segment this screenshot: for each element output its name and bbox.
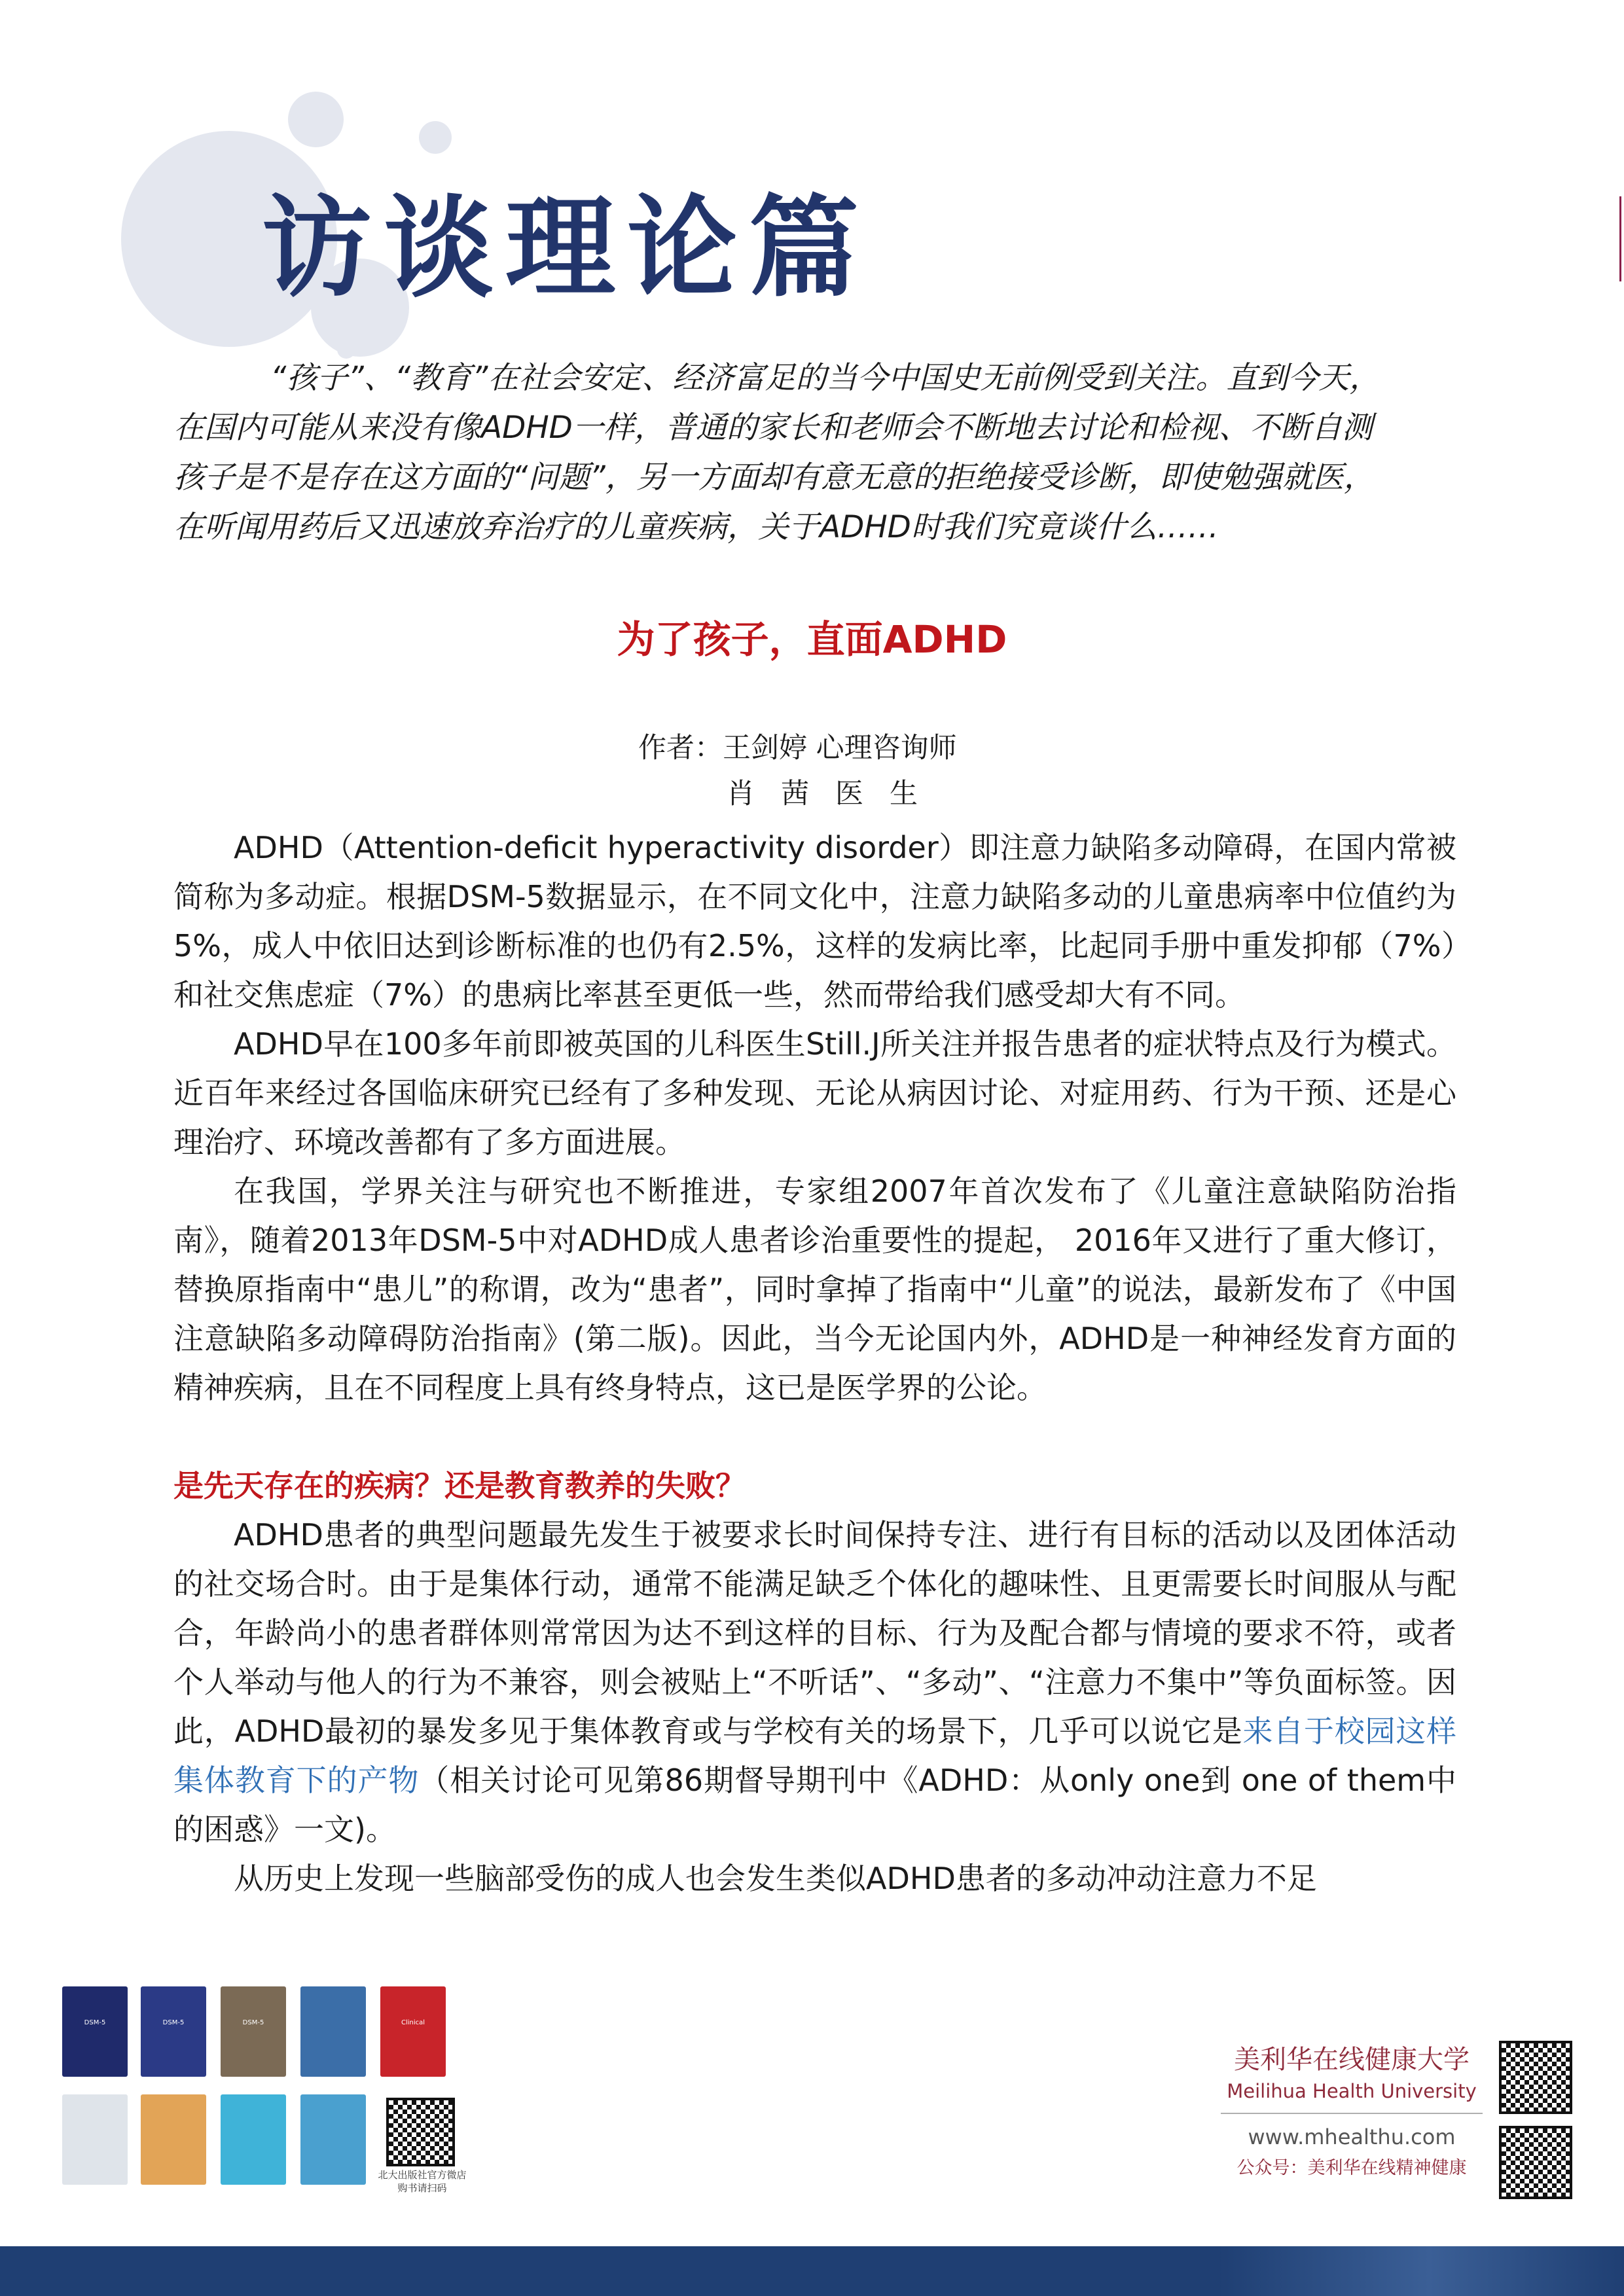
qr-caption-line: 购书请扫码 [397, 2182, 447, 2194]
qr-caption [363, 2168, 481, 2195]
paragraph-text: （相关讨论可见第86期督导期刊中《ADHD：从only one到 one of them中的困惑》一文)。 [173, 1763, 1456, 1847]
article-body [173, 823, 1456, 1903]
brand-wechat: 公众号：美利华在线精神健康 [1236, 2158, 1467, 2178]
book-cover[interactable] [221, 1986, 286, 2077]
body-paragraph: ADHD早在100多年前即被英国的儿科医生Still.J所关注并报告患者的症状特点及行为模式。近百年来经过各国临床研究已经有了多种发现、无论从病因讨论、对症用药、行为干预、还是心理治疗、环境改善都有了多方面进展。 [173, 1026, 1456, 1160]
author-block [638, 725, 979, 817]
book-cover[interactable] [221, 2094, 286, 2185]
book-label: DSM-5 [242, 2019, 264, 2026]
author-line: 作者：王剑婷 心理咨询师 [638, 732, 957, 764]
book-cover[interactable] [62, 2094, 128, 2185]
book-cover[interactable] [300, 2094, 366, 2185]
decor-circle-top [288, 92, 344, 147]
book-label: Clinical [401, 2019, 425, 2026]
body-paragraph: 从历史上发现一些脑部受伤的成人也会发生类似ADHD患者的多动冲动注意力不足 [234, 1861, 1317, 1896]
book-label: DSM-5 [84, 2019, 106, 2026]
intro-line: 在国内可能从来没有像ADHD一样，普通的家长和老师会不断地去讨论和检视、不断自测 [173, 410, 1373, 446]
footer-bar [0, 2246, 1624, 2296]
book-cover[interactable] [141, 2094, 206, 2185]
brand-name-cn: 美利华在线健康大学 [1234, 2045, 1470, 2075]
shop-qr-code[interactable] [386, 2098, 455, 2166]
intro-block [173, 353, 1456, 552]
intro-line: 孩子是不是存在这方面的“问题”，另一方面却有意无意的拒绝接受诊断，即使勉强就医， [173, 459, 1375, 495]
section-heading: 是先天存在的疾病？还是教育教养的失败？ [173, 1468, 746, 1503]
brand-name-en: Meilihua Health University [1227, 2080, 1477, 2102]
intro-line: 在听闻用药后又迅速放弃治疗的儿童疾病，关于ADHD时我们究竟谈什么…… [173, 509, 1219, 545]
brand-url[interactable]: www.mhealthu.com [1248, 2125, 1456, 2149]
intro-line: “孩子”、“教育”在社会安定、经济富足的当今中国史无前例受到关注。直到今天， [270, 360, 1380, 396]
author-line: 肖茜医生 [727, 778, 944, 810]
book-cover[interactable] [300, 1986, 366, 2077]
brand-block [1214, 2039, 1489, 2179]
brand-qr-code[interactable] [1499, 2041, 1572, 2114]
brand-divider [1221, 2113, 1483, 2114]
book-cover[interactable] [380, 1986, 446, 2077]
decor-circle-small-left [191, 136, 221, 166]
book-cover[interactable] [62, 1986, 128, 2077]
article-title: 为了孩子，直面ADHD [617, 617, 1007, 662]
qr-caption-line: 北大出版社官方微店 [378, 2169, 467, 2181]
wechat-qr-code[interactable] [1499, 2126, 1572, 2199]
right-edge-mark [1619, 196, 1621, 281]
article-link[interactable]: 来自于校园这样集体教育下的产物 [173, 1713, 1457, 1798]
book-label: DSM-5 [162, 2019, 185, 2026]
body-paragraph: 在我国，学界关注与研究也不断推进，专家组2007年首次发布了《儿童注意缺陷防治指南》，随着2013年DSM-5中对ADHD成人患者诊治重要性的提起， 2016年又进行了重大修订，替换原指南中“患儿”的称谓，改为“患者”，同时拿掉了指南中“儿童”的说法，最新发布了《中国注意缺陷多动障碍防治指南》(第二版)。因此，当今无论国内外，ADHD是一种神经发育方面的精神疾病，且在不同程度上具有终身特点，这已是医学界的公论。 [173, 1174, 1456, 1405]
paragraph-text: ADHD患者的典型问题最先发生于被要求长时间保持专注、进行有目标的活动以及团体活动的社交场合时。由于是集体行动，通常不能满足缺乏个体化的趣味性、且更需要长时间服从与配合，年龄尚小的患者群体则常常因为达不到这样的目标、行为及配合都与情境的要求不符，或者个人举动与他人的行为不兼容，则会被贴上“不听话”、“多动”、“注意力不集中”等负面标签。因此，ADHD最初的暴发多见于集体教育或与学校有关的场景下，几乎可以说它是 [173, 1517, 1456, 1749]
body-paragraph: ADHD（Attention-deficit hyperactivity disorder）即注意力缺陷多动障碍，在国内常被简称为多动症。根据DSM-5数据显示，在不同文化中，注意力缺陷多动的儿童患病率中位值约为5%，成人中依旧达到诊断标准的也仍有2.5%，这样的发病比率，比起同手册中重发抑郁（7%）和社交焦虑症（7%）的患病比率甚至更低一些，然而带给我们感受却大有不同。 [173, 830, 1456, 1013]
page-title: 访谈理论篇 [262, 184, 871, 312]
decor-circle-small-right [419, 121, 452, 154]
book-cover[interactable] [141, 1986, 206, 2077]
body-paragraph [173, 1511, 1456, 1854]
